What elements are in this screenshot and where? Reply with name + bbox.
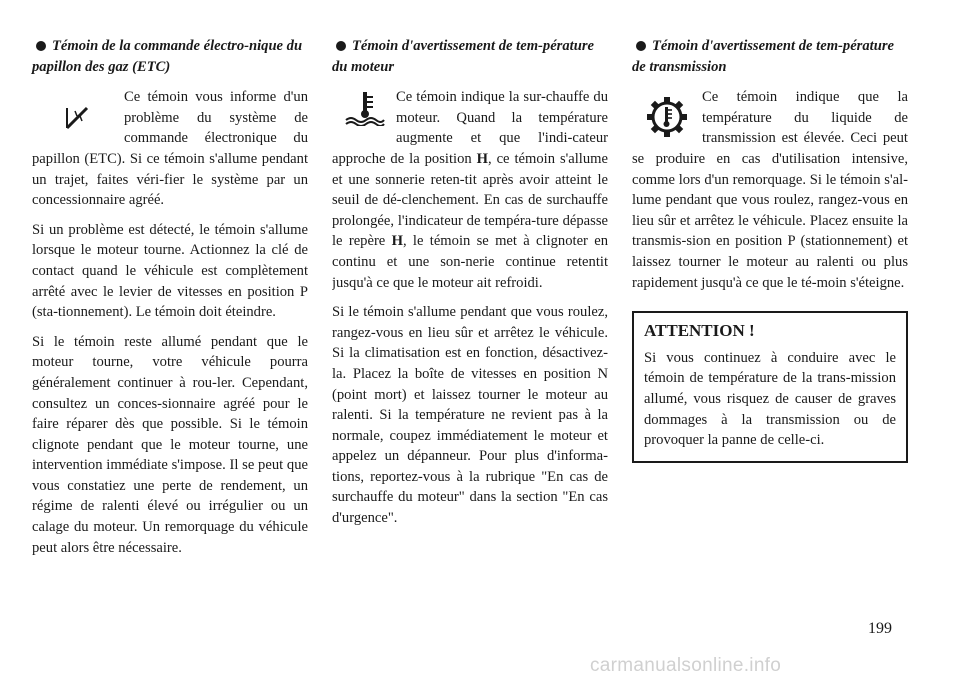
- heading-transmission-temp: Témoin d'avertissement de tem-pérature de transmission: [632, 38, 894, 75]
- intro-transmission-temp: Ce témoin indique que la température du liquide de transmission est élevée. Ceci peut se produire en cas d'utilisation intensive, comme lors d'un remorquage. Si le témoin s'al-lume pendant que vous roulez, rangez-vous en lieu sûr et arrêtez le véhicule. Placez ensuite la transmis-sion en position P (stationnement) et laissez tourner le moteur au ralenti ou plus rapidement jusqu'à ce que le té-moin s'éteigne.: [632, 89, 908, 291]
- h-mark: H: [391, 233, 403, 250]
- bullet: [336, 41, 346, 51]
- bullet: [36, 41, 46, 51]
- intro-etc: Ce témoin vous informe d'un problème du système de commande électronique du papillon (ETC). Si ce témoin s'allume pendant un trajet, faites véri-fier le système par un concessionnaire agréé.: [32, 89, 308, 209]
- heading-engine-temp: Témoin d'avertissement de tem-pérature du moteur: [332, 38, 594, 75]
- bullet: [636, 41, 646, 51]
- warning-box: [632, 311, 908, 463]
- warning-text: Si vous continuez à conduire avec le témoin de température de la trans-mission allumé, vous risquez de causer de graves dommages à la transmission ou de provoquer la panne de celle-ci.: [644, 349, 896, 449]
- h-mark: H: [476, 150, 488, 167]
- page-number: 199: [868, 620, 892, 637]
- column-transmission-temp: [632, 36, 908, 463]
- paragraph: Si un problème est détecté, le témoin s'allume lorsque le moteur tourne. Actionnez la clé de contact quand le véhicule est complètement arrêté avec le levier de vitesses en position P (sta-tionnement). Le témoin doit éteindre.: [32, 221, 308, 321]
- coolant-temperature-icon: [332, 87, 396, 129]
- paragraph: Si le témoin s'allume pendant que vous roulez, rangez-vous en lieu sûr et arrêtez le véhicule. Si la climatisation est en fonction, désactivez-la. Placez la boîte de vitesses en position N (point mort) et laissez tourner le moteur au ralenti. Si la température ne revient pas à la normale, coupez immédiatement le moteur et appelez un dépanneur. Pour plus d'informa-tions, reportez-vous à la rubrique "En cas de surchauffe du moteur" dans la section "En cas d'urgence".: [332, 304, 608, 527]
- paragraph: Si le témoin reste allumé pendant que le moteur tourne, votre véhicule pourra généralement continuer à rou-ler. Cependant, consultez un conces-sionnaire agréé pour le faire réparer dès que possible. Si le témoin clignote pendant que le moteur tourne, une intervention immédiate s'impose. Il se peut que vous constatiez une perte de rendement, un régime de ralenti élevé ou irrégulier ou un calage du moteur. Un remorquage du véhicule peut alors être nécessaire.: [32, 333, 308, 556]
- column-etc: [32, 36, 308, 567]
- warning-title: ATTENTION !: [644, 321, 755, 341]
- column-engine-temp: [332, 36, 608, 538]
- throttle-control-icon: [32, 87, 124, 147]
- transmission-temperature-icon: [632, 87, 702, 147]
- heading-etc: Témoin de la commande électro-nique du papillon des gaz (ETC): [32, 38, 303, 75]
- footer-watermark: carmanualsonline.info: [590, 655, 782, 676]
- intro-engine-temp: Ce témoin indique la sur-chauffe du moteur. Quand la température augmente et que l'indi-cateur approche de la position H, ce témoin s'allume et une sonnerie reten-tit après avoir atteint le seuil de dé-clenchement. En cas de surchauffe prolongée, l'indicateur de tempéra-ture dépasse le repère H, le témoin se met à clignoter en continu et une son-nerie continue retentit jusqu'à ce que le moteur ait refroidi.: [332, 89, 608, 291]
